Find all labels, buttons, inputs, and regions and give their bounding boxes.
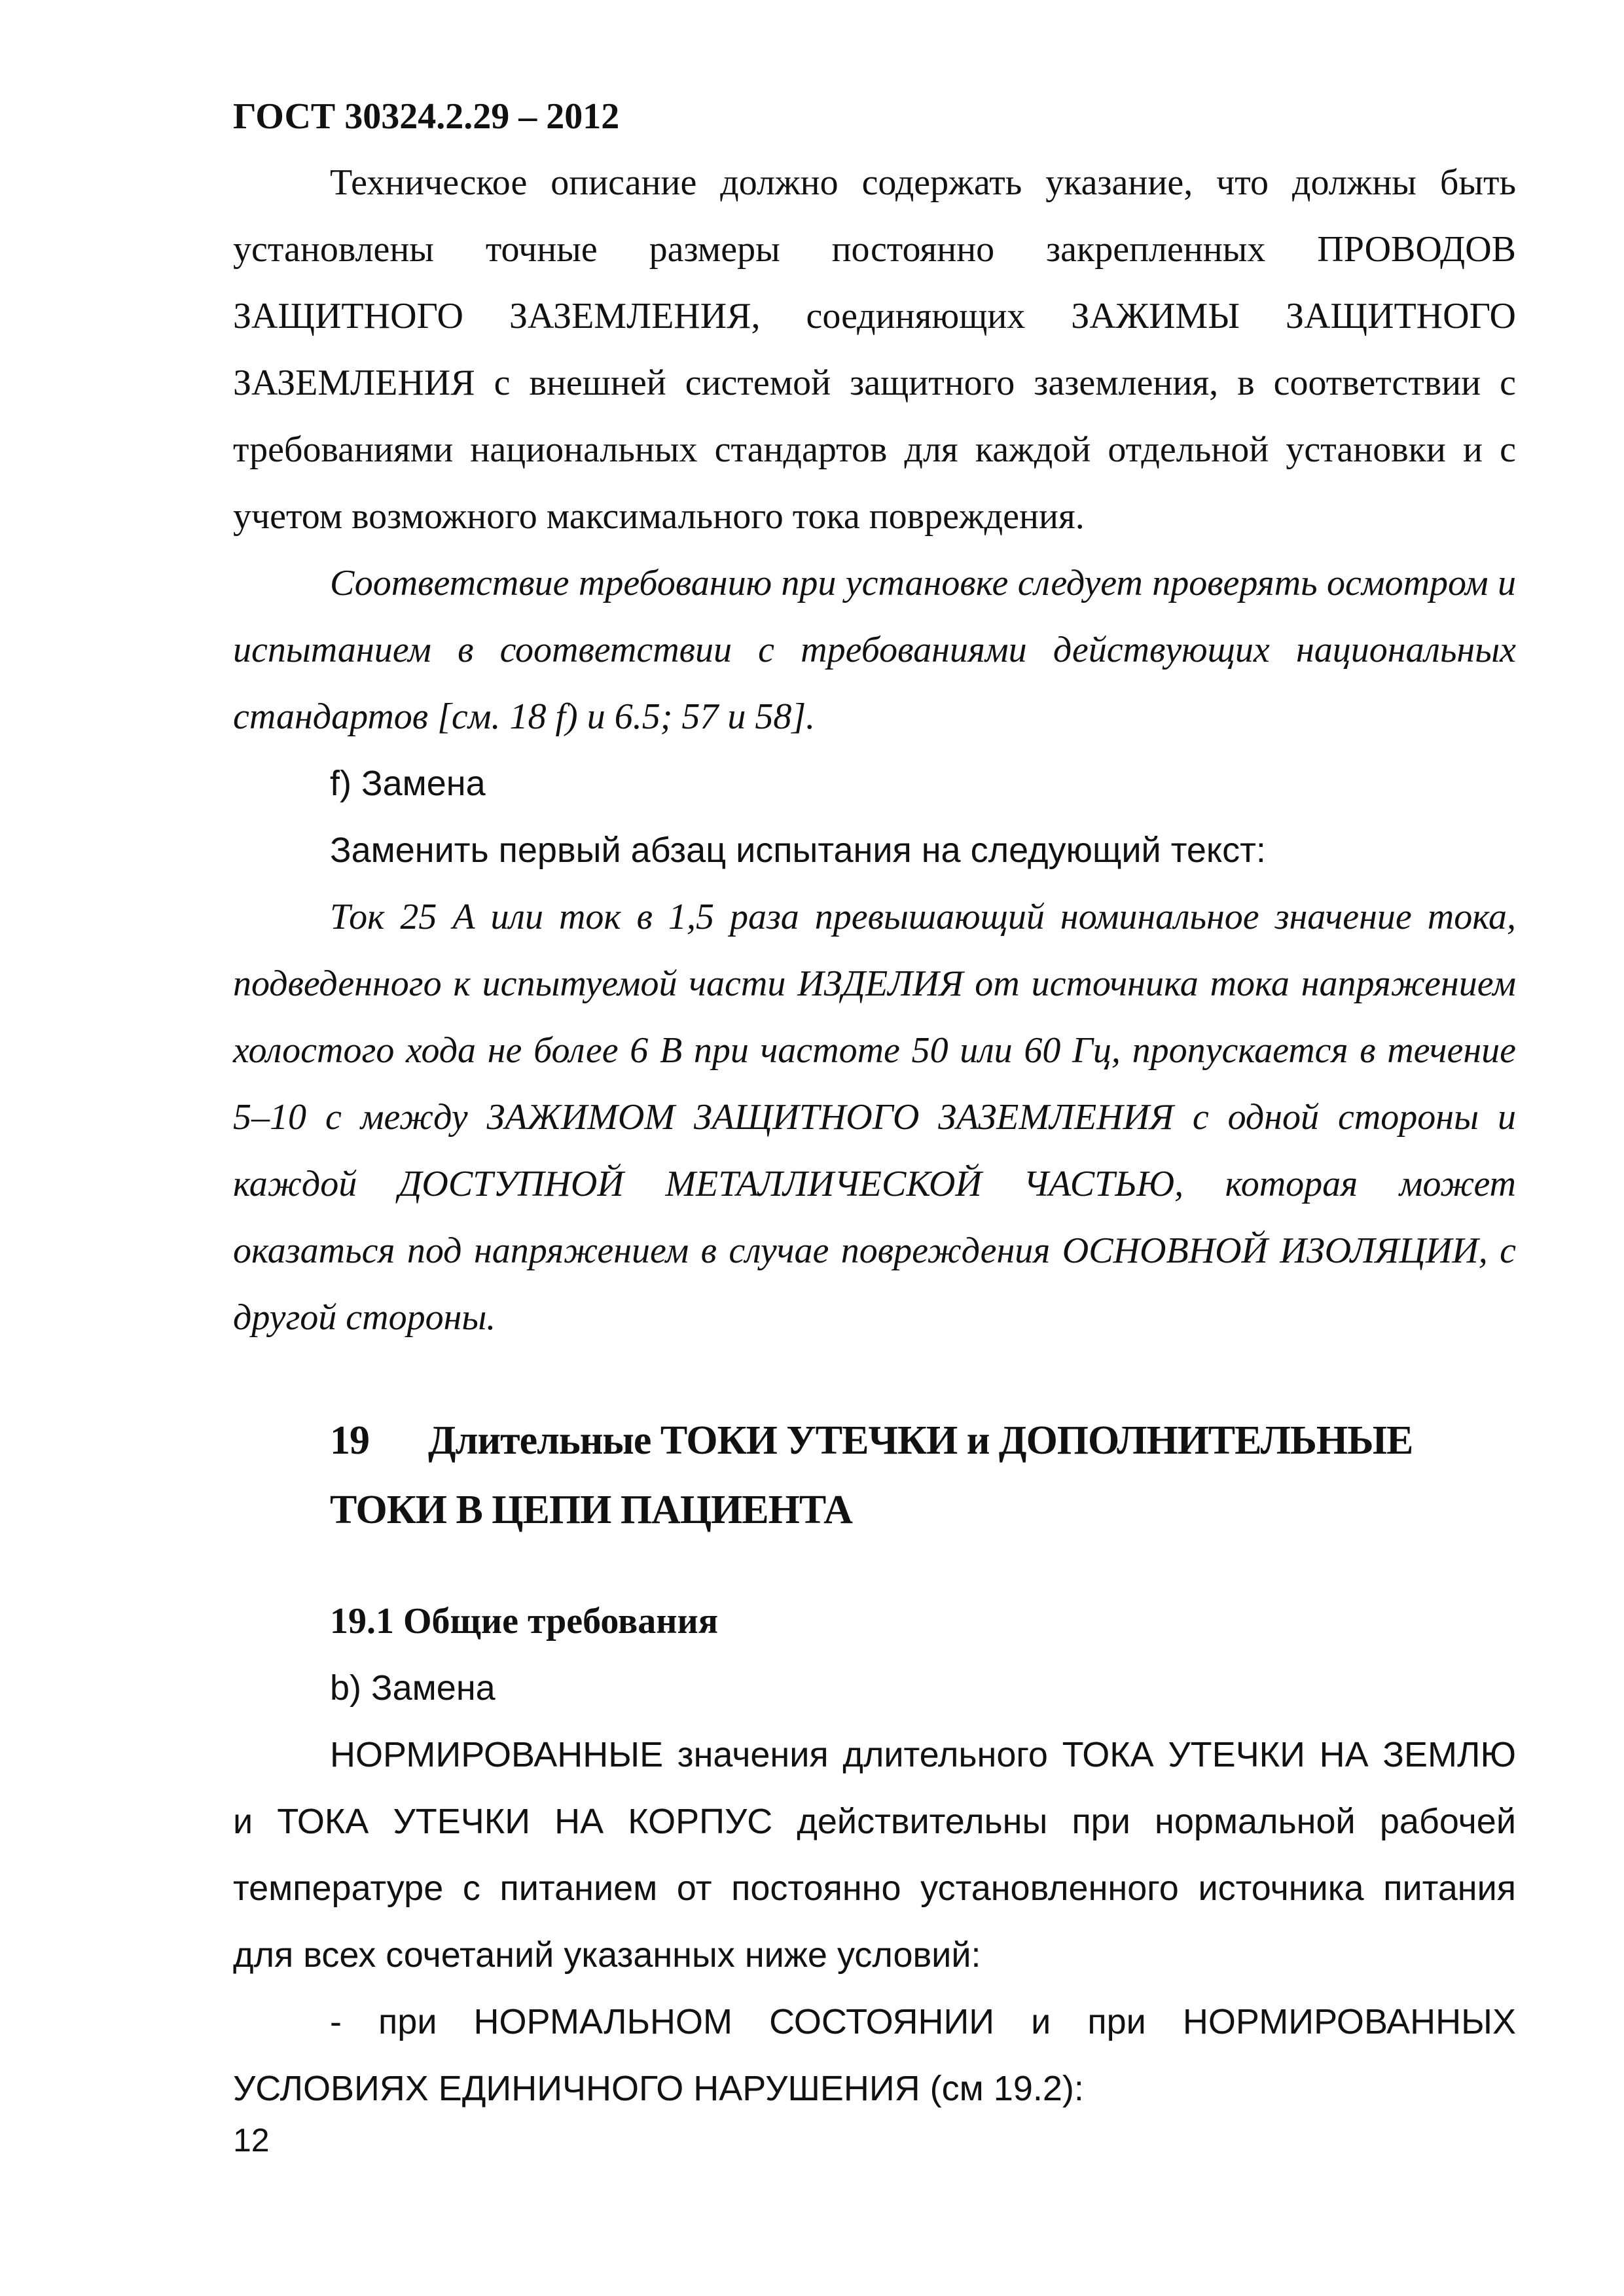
paragraph-technical-description: Техническое описание должно содержать указание, что должны быть установлены точные размеры постоянно закрепленных ПРОВОДОВ ЗАЩИТНОГО ЗАЗЕМЛЕНИЯ, соединяющих ЗАЖИМЫ ЗАЩИТНОГО ЗАЗЕМЛЕНИЯ с внешней системой защитного заземления, в соответствии с требованиями национальных стандартов для каждой отдельной установки и с учетом возможного максимального тока повреждения. xyxy=(233,162,1516,537)
paragraph-test-current: Ток 25 А или ток в 1,5 раза превышающий номинальное значение тока, подведенного к испытуемой части ИЗДЕЛИЯ от источника тока напряжением холостого хода не более 6 В при частоте 50 или 60 Гц, пропускается в течение 5–10 с между ЗАЖИМОМ ЗАЩИТНОГО ЗАЗЕМЛЕНИЯ с одной стороны и каждой ДОСТУПНОЙ МЕТАЛЛИЧЕСКОЙ ЧАСТЬЮ, которая может оказаться под напряжением в случае повреждения ОСНОВНОЙ ИЗОЛЯЦИИ, с другой стороны. xyxy=(233,897,1516,1338)
paragraph-leakage-values: НОРМИРОВАННЫЕ значения длительного ТОКА УТЕЧКИ НА ЗЕМЛЮ и ТОКА УТЕЧКИ НА КОРПУС действительны при нормальной рабочей температуре с питанием от постоянно установленного источника питания для всех сочетаний указанных ниже условий: xyxy=(233,1735,1516,1975)
paragraph-compliance-check: Соответствие требованию при установке следует проверять осмотром и испытанием в соответствии с требованиями действующих национальных стандартов [см. 18 f) и 6.5; 57 и 58]. xyxy=(233,563,1516,737)
standard-code-header: ГОСТ 30324.2.29 – 2012 xyxy=(233,96,620,137)
paragraph-normal-condition: - при НОРМАЛЬНОМ СОСТОЯНИИ и при НОРМИРОВАННЫХ УСЛОВИЯХ ЕДИНИЧНОГО НАРУШЕНИЯ (см 19.2): xyxy=(233,2002,1516,2108)
paragraph-replace-instruction: Заменить первый абзац испытания на следующий текст: xyxy=(330,831,1266,870)
section-number: 19 xyxy=(330,1418,369,1463)
paragraph-replacement-f: f) Замена xyxy=(330,764,486,803)
section-title: Длительные ТОКИ УТЕЧКИ и ДОПОЛНИТЕЛЬНЫЕ ТОКИ В ЦЕПИ ПАЦИЕНТА xyxy=(330,1418,1413,1532)
subsection-heading: 19.1 Общие требования xyxy=(330,1601,719,1641)
page-number: 12 xyxy=(233,2122,270,2159)
paragraph-replacement-b: b) Замена xyxy=(330,1668,496,1708)
page-body xyxy=(233,149,1516,2122)
section-heading xyxy=(233,1406,1516,1545)
